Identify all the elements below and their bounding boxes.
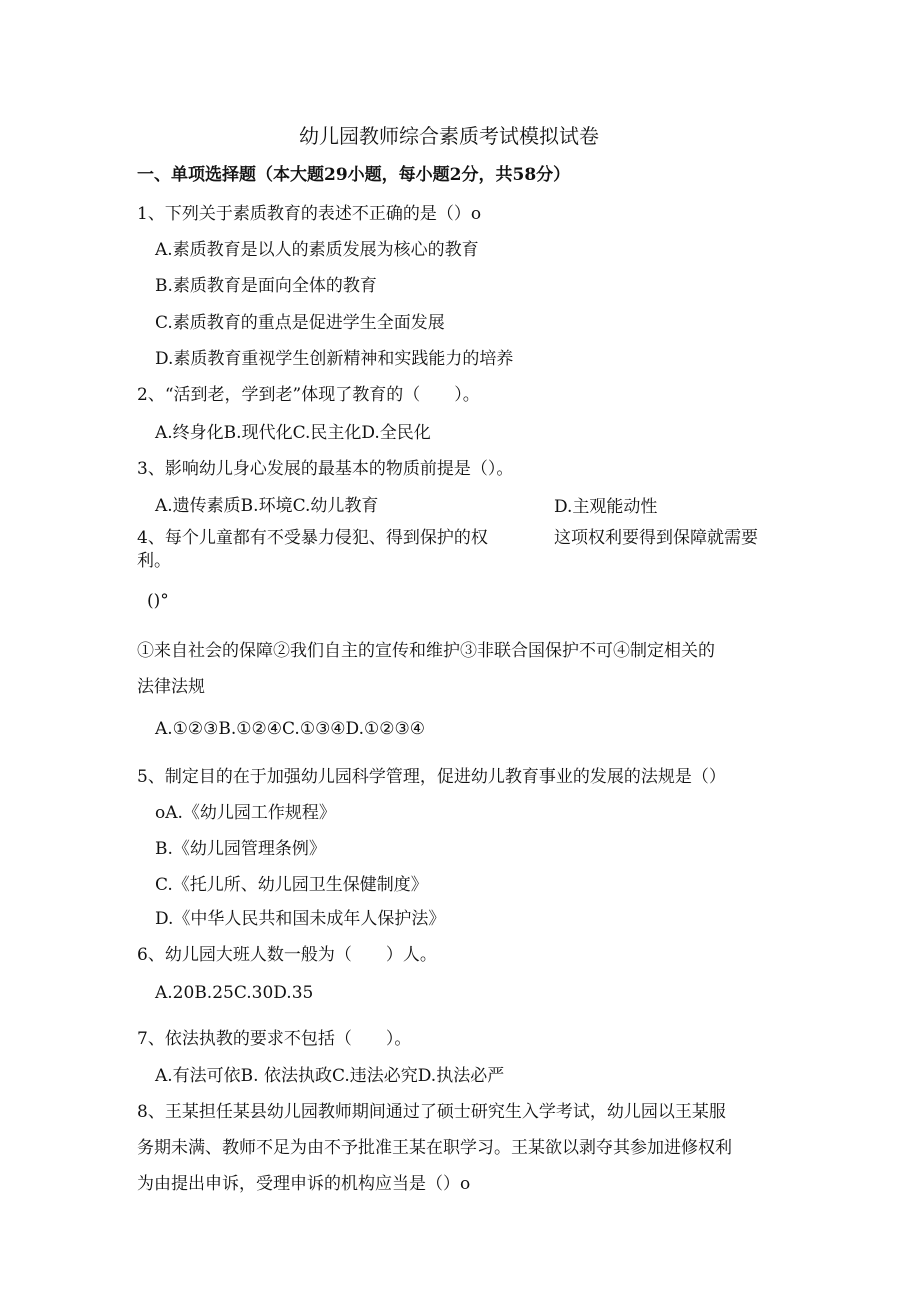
question-4-stem-part1: 4、每个儿童都有不受暴力侵犯、得到保护的权 [137, 528, 488, 548]
question-4-stem-part2: 这项权利要得到保障就需要 [554, 528, 758, 548]
question-7-options: A.有法可依B. 依法执政C.违法必究D.执法必严 [155, 1066, 505, 1086]
question-4-stem-part3: 利。 [137, 551, 171, 571]
question-1-option-d: D.素质教育重视学生创新精神和实践能力的培养 [155, 349, 514, 369]
question-1-option-a: A.素质教育是以人的素质发展为核心的教育 [155, 240, 479, 260]
question-5-option-b: B.《幼儿园管理条例》 [155, 839, 326, 859]
question-1-option-b: B.素质教育是面向全体的教育 [155, 276, 377, 296]
question-4-options: A.①②③B.①②④C.①③④D.①②③④ [155, 719, 425, 739]
question-2-stem: 2、“活到老，学到老”体现了教育的（ ）。 [137, 385, 480, 405]
question-4-items-line1: ①来自社会的保障②我们自主的宣传和维护③非联合国保护不可④制定相关的 [137, 641, 715, 661]
question-6-stem: 6、幼儿园大班人数一般为（ ）人。 [137, 945, 437, 965]
page-title: 幼儿园教师综合素质考试模拟试卷 [299, 124, 599, 148]
question-7-stem: 7、依法执教的要求不包括（ ）。 [137, 1029, 412, 1049]
section-heading: 一、单项选择题（本大题29小题，每小题2分，共58分） [137, 165, 571, 185]
question-4-blank: ()° [147, 591, 169, 611]
question-5-option-c: C.《托儿所、幼儿园卫生保健制度》 [155, 875, 428, 895]
question-3-options-abc: A.遗传素质B.环境C.幼儿教育 [155, 496, 379, 516]
question-8-line3: 为由提出申诉，受理申诉的机构应当是（）o [137, 1174, 471, 1194]
question-1-option-c: C.素质教育的重点是促进学生全面发展 [155, 313, 445, 333]
question-3-option-d: D.主观能动性 [554, 497, 658, 517]
question-8-line2: 务期未满、教师不足为由不予批准王某在职学习。王某欲以剥夺其参加进修权利 [137, 1138, 732, 1158]
question-5-option-a: oA.《幼儿园工作规程》 [155, 803, 336, 823]
question-4-items-line2: 法律法规 [137, 677, 205, 697]
question-6-options: A.20B.25C.30D.35 [155, 983, 314, 1003]
question-5-stem: 5、制定目的在于加强幼儿园科学管理，促进幼儿教育事业的发展的法规是（） [137, 767, 726, 787]
question-8-line1: 8、王某担任某县幼儿园教师期间通过了硕士研究生入学考试，幼儿园以王某服 [137, 1102, 726, 1122]
question-5-option-d: D.《中华人民共和国未成年人保护法》 [155, 909, 446, 929]
question-3-stem: 3、影响幼儿身心发展的最基本的物质前提是（）。 [137, 459, 514, 479]
question-1-stem: 1、下列关于素质教育的表述不正确的是（）o [137, 204, 482, 224]
question-2-options: A.终身化B.现代化C.民主化D.全民化 [155, 423, 431, 443]
